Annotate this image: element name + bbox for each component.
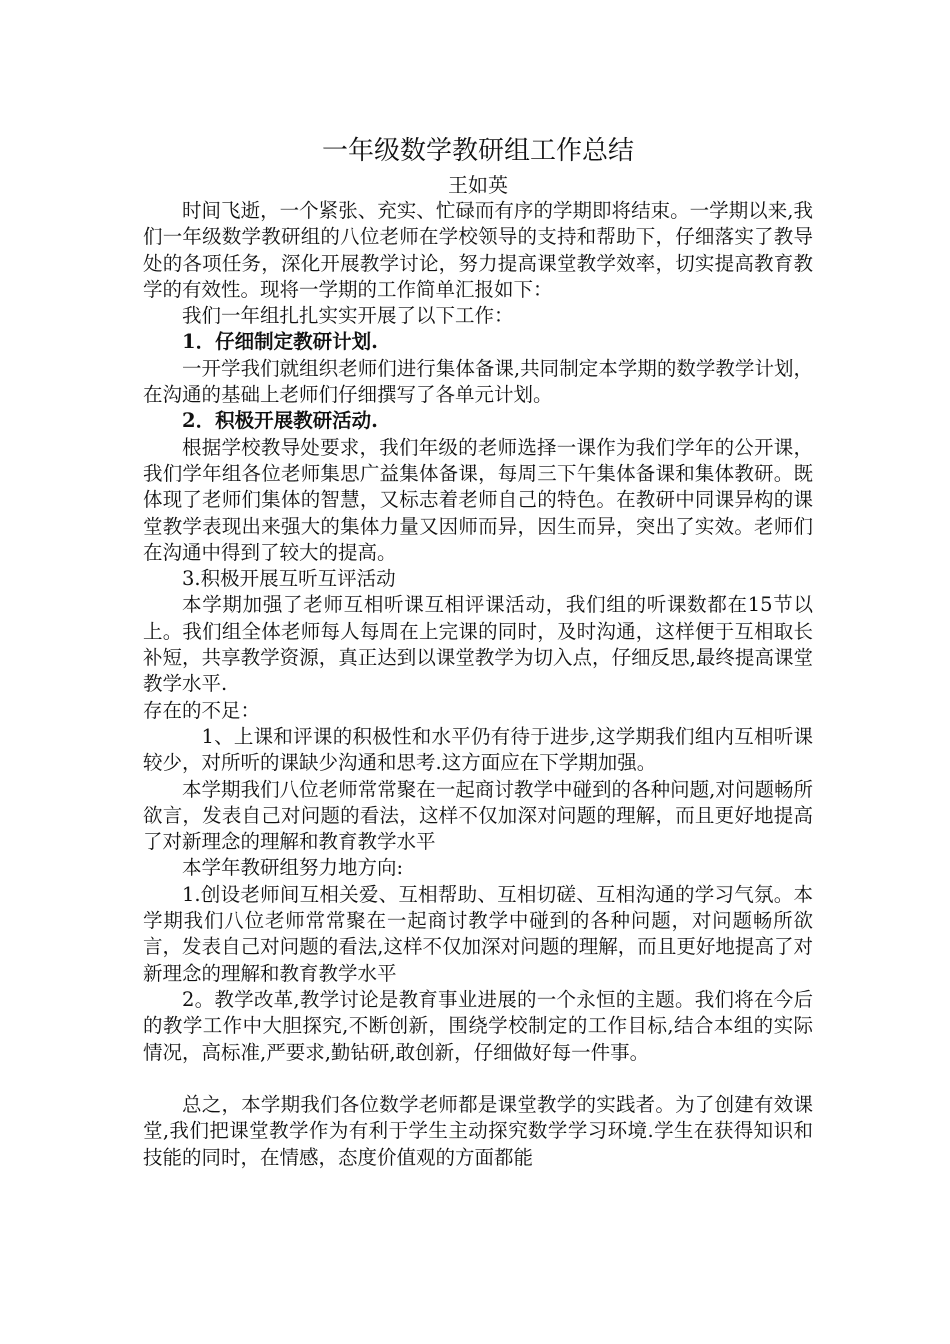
paragraph-shortcoming-1: 1、上课和评课的积极性和水平仍有待于进步,这学期我们组内互相听课较少，对所听的课缺少沟通和思考.这方面应在下学期加强。 (143, 724, 813, 775)
paragraph-section-3: 本学期加强了老师互相听课互相评课活动，我们组的听课数都在15节以上。我们组全体老师每人每周在上完课的同时，及时沟通，这样便于互相取长补短，共享教学资源，真正达到以课堂教学为切入点，仔细反思,最终提高课堂教学水平. (143, 593, 813, 696)
shortcomings-heading: 存在的不足： (143, 698, 261, 722)
paragraph-direction-1: 1.创设老师间互相关爱、互相帮助、互相切磋、互相沟通的学习气氛。本学期我们八位老师常常聚在一起商讨教学中碰到的各种问题，对问题畅所欲言，发表自己对问题的看法,这样不仅加深对问题的理解，而且更好地提高了对新理念的理解和教育教学水平 (143, 882, 813, 985)
paragraph-intro: 时间飞逝，一个紧张、充实、忙碌而有序的学期即将结束。一学期以来,我们一年级数学教研组的八位老师在学校领导的支持和帮助下，仔细落实了教导处的各项任务，深化开展教学讨论，努力提高课堂教学效率，切实提高教育教学的有效性。现将一学期的工作简单汇报如下： (143, 199, 813, 301)
paragraph-discussion: 本学期我们八位老师常常聚在一起商讨教学中碰到的各种问题,对问题畅所欲言，发表自己对问题的看法，这样不仅加深对问题的理解，而且更好地提高了对新理念的理解和教育教学水平 (143, 777, 813, 854)
paragraph-direction-2: 2。教学改革,教学讨论是教育事业进展的一个永恒的主题。我们将在今后的教学工作中大胆探究,不断创新，围绕学校制定的工作目标,结合本组的实际情况，高标准,严要求,勤钻研,敢创新，仔细做好每一件事。 (143, 987, 813, 1064)
document-title: 一年级数学教研组工作总结 (321, 136, 634, 166)
paragraph-section-1: 一开学我们就组织老师们进行集体备课,共同制定本学期的数学教学计划，在沟通的基础上老师们仔细撰写了各单元计划。 (143, 356, 813, 407)
paragraph-work-list-intro: 我们一年组扎扎实实开展了以下工作： (182, 304, 514, 328)
section-heading-1: 1．仔细制定教研计划. (182, 330, 378, 354)
paragraph-section-2: 根据学校教导处要求，我们年级的老师选择一课作为我们学年的公开课，我们学年组各位老师集思广益集体备课，每周三下午集体备课和集体教研。既体现了老师们集体的智慧，又标志着老师自己的特色。在教研中同课异构的课堂教学表现出来强大的集体力量又因师而异，因生而异，突出了实效。老师们在沟通中得到了较大的提高。 (143, 435, 813, 564)
blank-line (143, 1066, 813, 1092)
section-heading-3: 3.积极开展互听互评活动 (182, 567, 396, 591)
author-name: 王如英 (448, 173, 508, 197)
section-heading-2: 2．积极开展教研活动. (182, 409, 378, 433)
document-body (143, 134, 813, 1171)
direction-heading: 本学年教研组努力地方向: (182, 856, 404, 880)
paragraph-conclusion: 总之，本学期我们各位数学老师都是课堂教学的实践者。为了创建有效课堂,我们把课堂教学作为有利于学生主动探究数学学习环境.学生在获得知识和技能的同时，在情感，态度价值观的方面都能 (143, 1093, 813, 1169)
